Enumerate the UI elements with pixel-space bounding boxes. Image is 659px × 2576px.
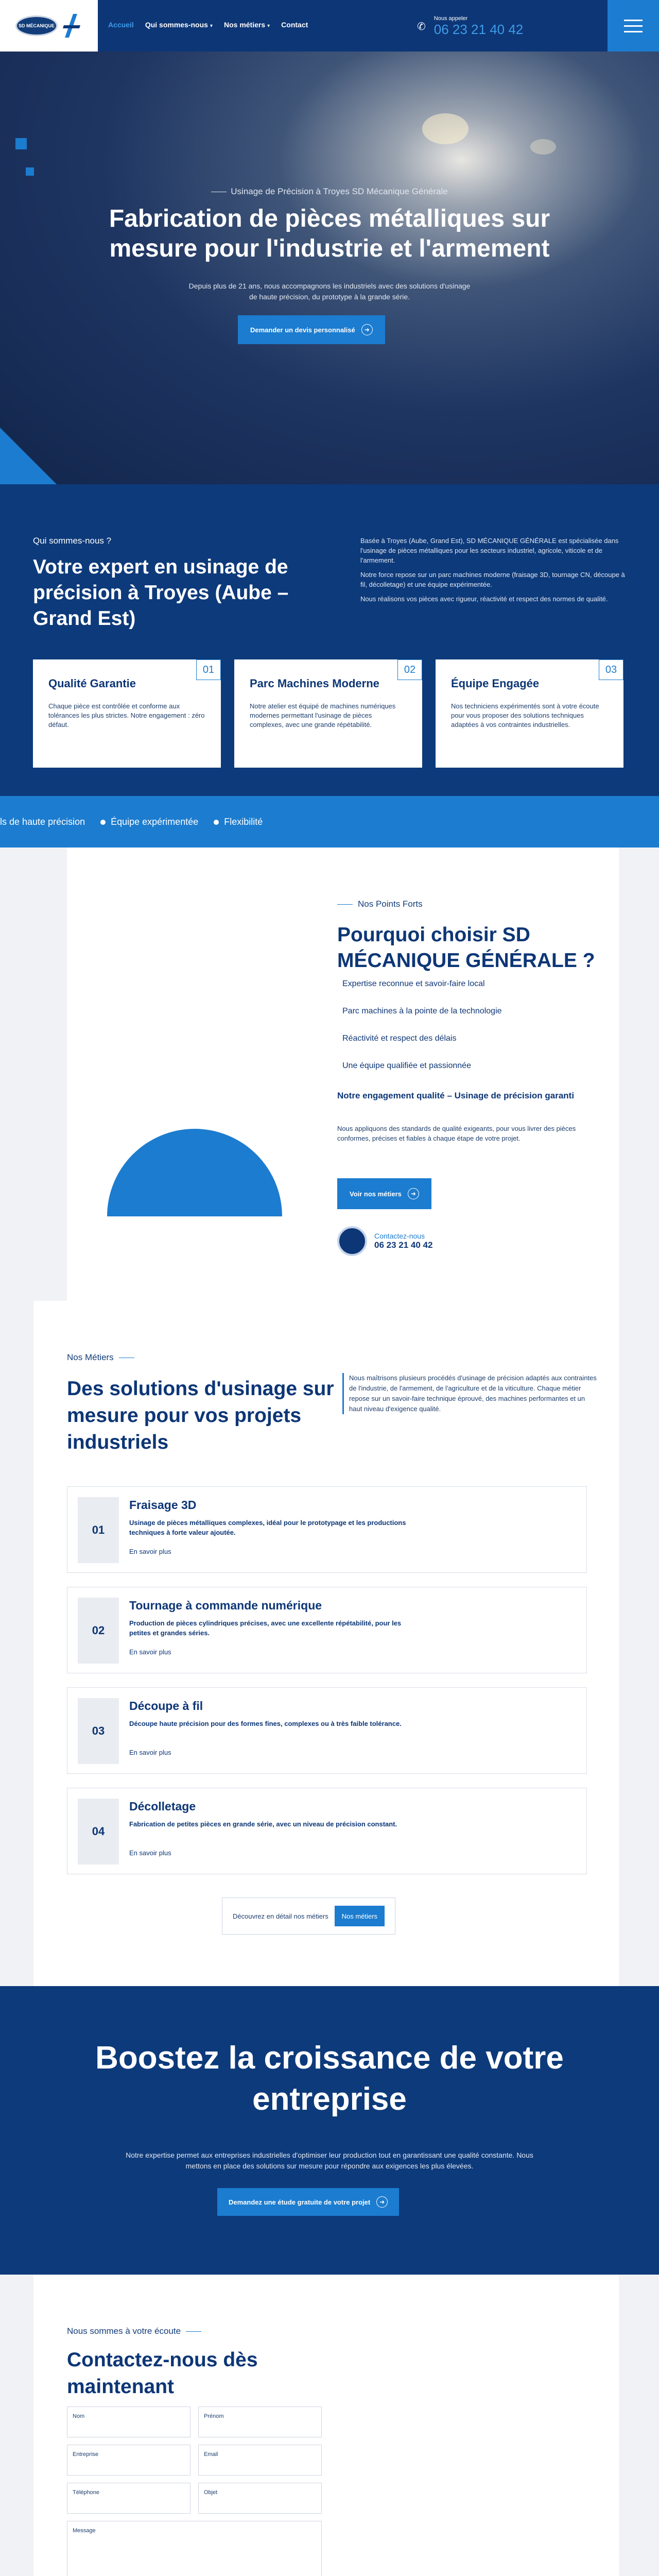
service-number: 02 xyxy=(78,1598,119,1664)
decor-triangle xyxy=(0,428,57,484)
arrow-right-icon: ➜ xyxy=(408,1188,419,1199)
service-card[interactable] xyxy=(67,1587,587,1673)
feature-card xyxy=(33,659,221,768)
about-paragraph: Nous réalisons vos pièces avec rigueur, réactivité et respect des normes de qualité. xyxy=(360,595,608,603)
feature-card xyxy=(436,659,623,768)
nav-nos-metiers[interactable]: Nos métiers ▾ xyxy=(223,21,270,29)
boost-title: Boostez la croissance de votre entreprise xyxy=(95,2040,564,2117)
discover-box xyxy=(222,1897,395,1935)
objet-field[interactable]: Objet xyxy=(198,2483,322,2514)
service-number: 01 xyxy=(78,1497,119,1563)
why-section xyxy=(0,848,659,1301)
contact-section xyxy=(0,2275,659,2576)
chevron-down-icon: ▾ xyxy=(267,23,270,29)
about-paragraph: Notre force repose sur un parc machines moderne (fraisage 3D, tournage CN, découpe à fil, décolletage) et une équipe expérimentée. xyxy=(360,571,625,588)
learn-more-link[interactable]: En savoir plus xyxy=(129,1749,171,1756)
chevron-down-icon: ▾ xyxy=(210,23,213,29)
point-item: Parc machines à la pointe de la technologie xyxy=(342,1007,502,1015)
header-phone[interactable]: 06 23 21 40 42 xyxy=(433,22,524,37)
about-text xyxy=(360,536,628,608)
nav-qui-sommes-nous[interactable]: Qui sommes-nous ▾ xyxy=(145,21,213,29)
menu-button[interactable] xyxy=(608,0,659,52)
metiers-button[interactable]: Nos métiers xyxy=(335,1906,385,1926)
section-kicker: Nos Métiers xyxy=(67,1352,134,1363)
engagement-text: Nous appliquons des standards de qualité exigeants, pour vous livrer des pièces conformes, précises et fiables à chaque étape de votre projet. xyxy=(337,1125,576,1142)
hero-kicker: Usinage de Précision à Troyes SD Mécanique Générale xyxy=(0,187,659,197)
service-title: Tournage à commande numérique xyxy=(129,1599,322,1612)
prenom-field[interactable]: Prénom xyxy=(198,2406,322,2437)
learn-more-link[interactable]: En savoir plus xyxy=(129,1849,171,1857)
ticker-item: ls de haute précision xyxy=(0,816,85,827)
hero-title: Fabrication de pièces métalliques sur mesure pour l'industrie et l'armement xyxy=(109,205,550,262)
phone-icon: ✆ xyxy=(417,21,426,32)
service-title: Fraisage 3D xyxy=(129,1498,197,1512)
point-item: Expertise reconnue et savoir-faire local xyxy=(342,979,485,988)
decor-dome-shape xyxy=(107,1129,282,1216)
about-paragraph: Basée à Troyes (Aube, Grand Est), SD MÉCANIQUE GÉNÉRALE est spécialisée dans l'usinage de pièces métalliques pour les secteurs industriel, agricole, viticole et de l'armement. xyxy=(360,537,619,564)
site-header xyxy=(0,0,659,52)
boost-section xyxy=(0,1986,659,2275)
quote-button[interactable]: Demander un devis personnalisé ➜ xyxy=(238,315,385,344)
contact-label: Contactez-nous xyxy=(374,1232,425,1240)
company-logo[interactable] xyxy=(15,15,58,36)
call-label: Nous appeler xyxy=(433,15,468,22)
decor-square xyxy=(15,138,27,149)
learn-more-link[interactable]: En savoir plus xyxy=(129,1548,171,1555)
metiers-panel xyxy=(33,1301,619,1986)
card-text: Nos techniciens expérimentés sont à votre écoute pour vous proposer des solutions techniques adaptées à vos contraintes industrielles. xyxy=(451,702,599,728)
hero xyxy=(0,52,659,484)
header-call[interactable] xyxy=(417,15,523,38)
section-kicker: Qui sommes-nous ? xyxy=(33,536,112,546)
card-title: Parc Machines Moderne xyxy=(250,677,379,690)
email-field[interactable]: Email xyxy=(198,2445,322,2476)
about-section xyxy=(0,484,659,796)
view-metiers-button[interactable]: Voir nos métiers ➜ xyxy=(337,1178,431,1209)
engagement-title: Notre engagement qualité – Usinage de précision garanti xyxy=(337,1091,575,1100)
contact-title: Contactez-nous dès maintenant xyxy=(67,2349,258,2398)
service-text: Découpe haute précision pour des formes fines, complexes ou à très faible tolérance. xyxy=(129,1720,402,1727)
contact-panel xyxy=(33,2275,619,2576)
feature-card xyxy=(234,659,422,768)
feature-cards xyxy=(33,659,623,768)
spark-glow xyxy=(422,113,469,144)
telephone-field[interactable]: Téléphone xyxy=(67,2483,190,2514)
nom-field[interactable]: Nom xyxy=(67,2406,190,2437)
contact-block[interactable] xyxy=(337,1226,432,1256)
metiers-intro: Nous maîtrisons plusieurs procédés d'usinage de précision adaptés aux contraintes de l'industrie, de l'armement, de l'agriculture et de la viticulture. Chaque métier repose sur un savoir-faire technique éprouvé, des machines performantes et un haut niveau d'exigence qualité. xyxy=(342,1373,600,1414)
card-title: Équipe Engagée xyxy=(451,677,540,690)
section-kicker: Nous sommes à votre écoute xyxy=(67,2326,201,2336)
service-text: Production de pièces cylindriques précises, avec une excellente répétabilité, pour les petites et grandes séries. xyxy=(129,1619,402,1637)
point-item: Réactivité et respect des délais xyxy=(342,1034,457,1043)
service-card[interactable] xyxy=(67,1486,587,1573)
free-study-button[interactable]: Demandez une étude gratuite de votre projet ➜ xyxy=(217,2188,399,2216)
ticker-item: Équipe expérimentée xyxy=(100,817,198,827)
decor-square xyxy=(26,167,34,176)
scrolling-ticker xyxy=(0,796,659,848)
menu-icon xyxy=(624,20,643,21)
point-item: Une équipe qualifiée et passionnée xyxy=(342,1061,471,1070)
phone-circle-icon xyxy=(337,1226,367,1256)
points-list xyxy=(342,979,502,1089)
arrow-right-icon: ➜ xyxy=(376,2196,388,2208)
nav-accueil[interactable]: Accueil xyxy=(108,21,134,29)
message-field[interactable]: Message xyxy=(67,2521,322,2576)
partner-logo-icon xyxy=(62,13,82,39)
why-panel xyxy=(67,848,619,1301)
card-text: Notre atelier est équipé de machines numériques modernes permettant l'usinage de pièces complexes, avec une grande répétabilité. xyxy=(250,702,396,728)
service-number: 04 xyxy=(78,1799,119,1865)
why-title: Pourquoi choisir SD MÉCANIQUE GÉNÉRALE ? xyxy=(337,924,595,972)
hero-text: Depuis plus de 21 ans, nous accompagnons les industriels avec des solutions d'usinage de haute précision, du prototype à la grande série. xyxy=(188,282,471,301)
logo-area[interactable] xyxy=(0,0,98,52)
logo-text: SD MÉCANIQUE xyxy=(18,23,55,28)
card-number: 02 xyxy=(397,659,422,680)
entreprise-field[interactable]: Entreprise xyxy=(67,2445,190,2476)
learn-more-link[interactable]: En savoir plus xyxy=(129,1648,171,1656)
section-kicker: Nos Points Forts xyxy=(337,899,423,909)
service-number: 03 xyxy=(78,1698,119,1764)
service-text: Usinage de pièces métalliques complexes, idéal pour le prototypage et les productions techniques à forte valeur ajoutée. xyxy=(129,1519,406,1536)
card-number: 01 xyxy=(196,659,221,680)
metiers-section xyxy=(0,1301,659,1986)
spark-glow xyxy=(530,139,556,155)
boost-text: Notre expertise permet aux entreprises industrielles d'optimiser leur production tout en garantissant une qualité constante. Nous mettons en place des solutions sur mesure pour répondre aux exigences les plus élevées. xyxy=(126,2151,533,2170)
arrow-right-icon: ➜ xyxy=(361,324,373,335)
main-nav xyxy=(108,21,308,29)
about-title: Votre expert en usinage de précision à Troyes (Aube – Grand Est) xyxy=(33,556,289,630)
metiers-title: Des solutions d'usinage sur mesure pour vos projets industriels xyxy=(67,1378,334,1453)
card-text: Chaque pièce est contrôlée et conforme aux tolérances les plus strictes. Notre engagement : zéro défaut. xyxy=(48,702,205,728)
service-card[interactable] xyxy=(67,1687,587,1774)
service-text: Fabrication de petites pièces en grande série, avec un niveau de précision constant. xyxy=(129,1820,397,1828)
nav-contact[interactable]: Contact xyxy=(281,21,308,29)
ticker-item: Flexibilité xyxy=(214,817,263,827)
service-title: Découpe à fil xyxy=(129,1699,203,1713)
service-card[interactable] xyxy=(67,1788,587,1874)
contact-phone[interactable]: 06 23 21 40 42 xyxy=(374,1240,433,1250)
card-title: Qualité Garantie xyxy=(48,677,136,690)
service-title: Décolletage xyxy=(129,1800,196,1813)
discover-text: Découvrez en détail nos métiers xyxy=(233,1912,328,1920)
card-number: 03 xyxy=(599,659,623,680)
